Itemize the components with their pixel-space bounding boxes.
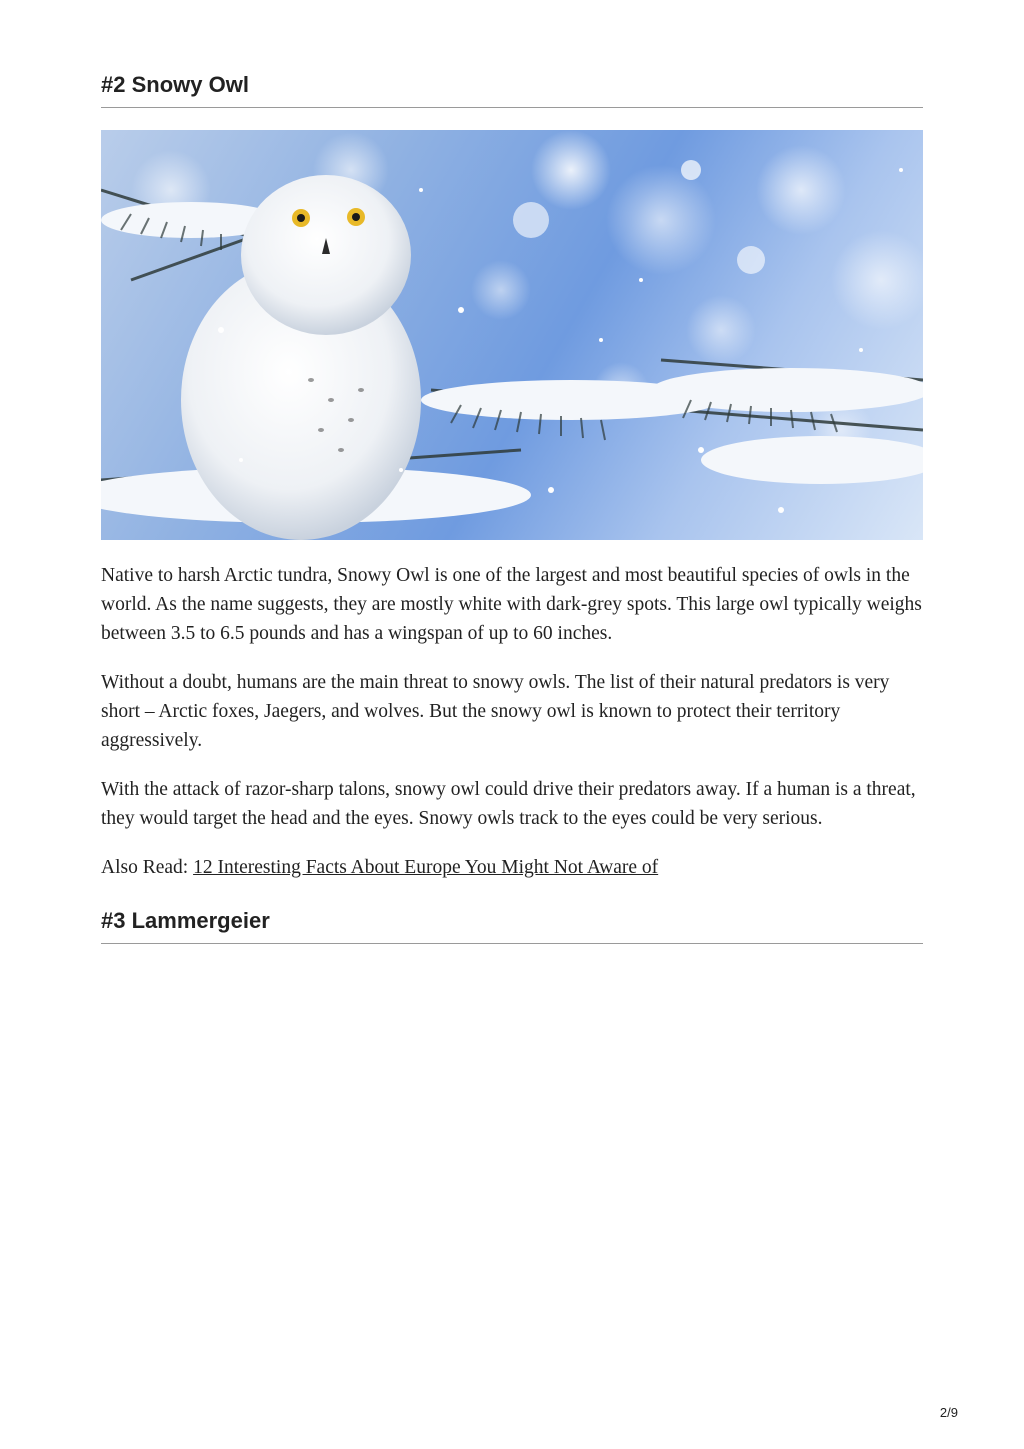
paragraph-intro: Native to harsh Arctic tundra, Snowy Owl is one of the largest and most beautiful species of owls in the world. As the name suggests, they are mostly white with dark-grey spots. This large owl typically weighs between 3.5 to 6.5 pounds and has a wingspan of up to 60 inches.	[101, 565, 922, 644]
page-number: 2/9	[939, 1405, 958, 1420]
also-read-link[interactable]: 12 Interesting Facts About Europe You Might Not Aware of	[193, 857, 659, 878]
also-read-prefix: Also Read:	[101, 857, 194, 878]
snowy-owl-photo	[101, 130, 923, 540]
document-page	[101, 0, 923, 944]
paragraph-defense: With the attack of razor-sharp talons, snowy owl could drive their predators away. If a human is a threat, they would target the head and the eyes. Snowy owls track to the eyes could be very serious.	[101, 779, 916, 829]
section-heading-lammergeier: #3 Lammergeier	[101, 908, 923, 944]
also-read-line	[101, 853, 923, 882]
section-heading-snowy-owl: #2 Snowy Owl	[101, 72, 923, 108]
paragraph-threats: Without a doubt, humans are the main threat to snowy owls. The list of their natural predators is very short – Arctic foxes, Jaegers, and wolves. But the snowy owl is known to protect their territory aggressively.	[101, 672, 890, 751]
